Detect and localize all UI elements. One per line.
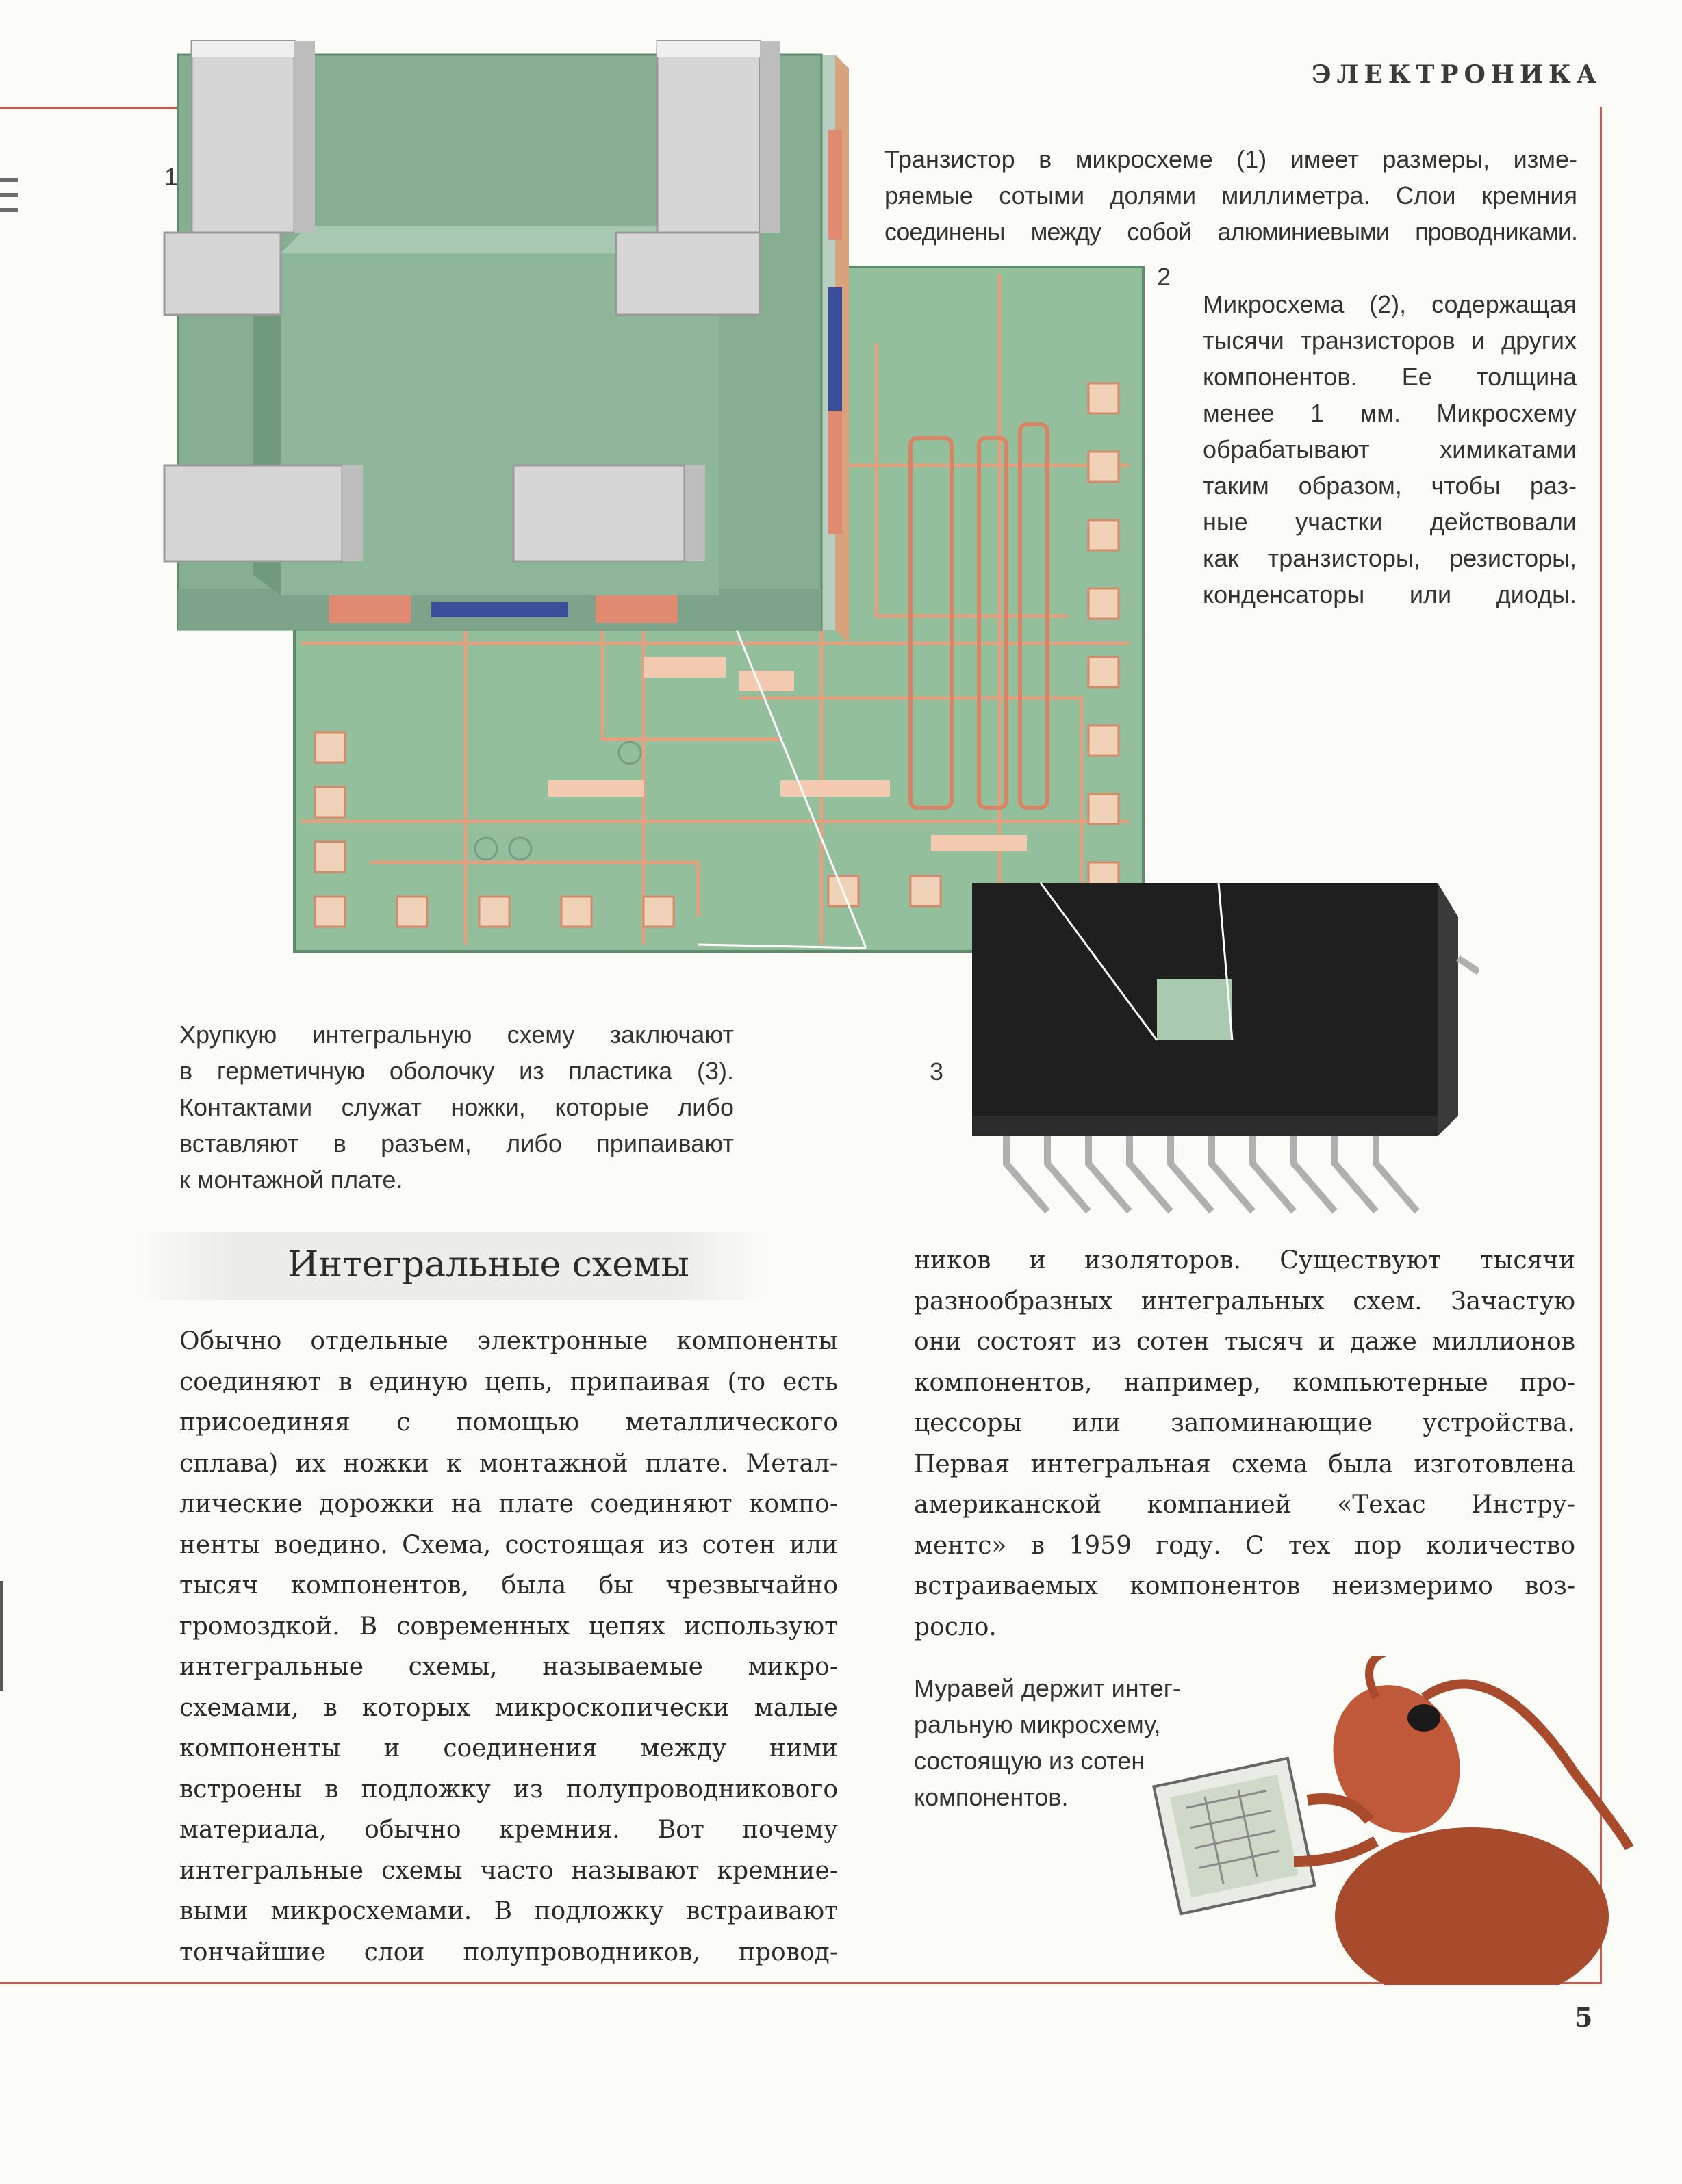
- caption-line: ряемые сотыми долями миллиметра. Слои кремния: [884, 181, 1577, 209]
- caption-line: в герметичную оболочку из пластика (3).: [179, 1057, 734, 1085]
- body-line: тончайшие слои полупроводников, провод-: [179, 1938, 838, 1966]
- body-line: они состоят из сотен тысяч и даже миллионов: [914, 1328, 1575, 1356]
- body-line: сплава) их ножки к монтажной плате. Метал-: [179, 1449, 838, 1478]
- packaged-chip-illustration: [958, 869, 1479, 1225]
- caption-line: ные участки действовали: [1203, 508, 1577, 536]
- body-line: компоненты и соединения между ними: [179, 1734, 838, 1762]
- body-line: разнообразных интегральных схем. Зачастую: [914, 1287, 1575, 1315]
- body-line: Обычно отдельные электронные компоненты: [179, 1327, 838, 1355]
- caption-ant: [914, 1670, 1229, 1815]
- body-line: присоединяя с помощью металлического: [179, 1409, 838, 1437]
- body-line: выми микросхемами. В подложку встраивают: [179, 1897, 838, 1925]
- caption-line: Хрупкую интегральную схему заключают: [179, 1020, 734, 1049]
- caption-line: Муравей держит интег-: [914, 1674, 1181, 1702]
- caption-line: Транзистор в микросхеме (1) имеет размеры, изме-: [884, 145, 1577, 173]
- body-line: ментс» в 1959 году. С тех пор количество: [914, 1531, 1575, 1560]
- caption-line: компонентов. Ее толщина: [1203, 363, 1577, 391]
- body-line: соединяют в единую цепь, припаивая (то есть: [179, 1367, 838, 1396]
- caption-line: соединены между собой алюминиевыми проводниками.: [884, 218, 1577, 246]
- caption-line: состоящую из сотен: [914, 1747, 1145, 1775]
- caption-line: обрабатывают химикатами: [1203, 435, 1577, 463]
- body-line: интегральные схемы, называемые микро-: [179, 1653, 838, 1681]
- body-line: встраиваемых компонентов неизмеримо воз-: [914, 1572, 1575, 1600]
- caption-line: как транзисторы, резисторы,: [1203, 544, 1577, 572]
- body-line: интегральные схемы часто называют кремние-: [179, 1856, 838, 1885]
- body-column-left: [179, 1321, 838, 1973]
- figure-label-3: 3: [930, 1057, 944, 1085]
- body-line: компонентов, например, компьютерные про-: [914, 1368, 1575, 1397]
- body-line: материала, обычно кремния. Вот почему: [179, 1816, 838, 1844]
- caption-transistor: [884, 141, 1577, 250]
- caption-line: Микросхема (2), содержащая: [1203, 290, 1577, 318]
- body-line: Первая интегральная схема была изготовлена: [914, 1450, 1575, 1478]
- caption-line: Контактами служат ножки, которые либо: [179, 1093, 734, 1121]
- body-line: ненты воедино. Схема, состоящая из сотен или: [179, 1530, 838, 1559]
- caption-line: таким образом, чтобы раз-: [1203, 472, 1577, 500]
- caption-line: вставляют в разъем, либо припаивают: [179, 1129, 734, 1157]
- figure-label-1: 1: [164, 163, 179, 191]
- body-line: лические дорожки на плате соединяют компо-: [179, 1490, 838, 1518]
- caption-package: [179, 1016, 734, 1198]
- caption-line: к монтажной плате.: [179, 1166, 403, 1194]
- figure-label-2: 2: [1157, 263, 1171, 291]
- body-line: росло.: [914, 1613, 997, 1641]
- caption-microchip: [1203, 286, 1577, 613]
- body-line: тысяч компонентов, была бы чрезвычайно: [179, 1571, 838, 1600]
- body-line: ников и изоляторов. Существуют тысячи: [914, 1246, 1575, 1274]
- caption-line: компонентов.: [914, 1783, 1069, 1811]
- body-line: встроены в подложку из полупроводникового: [179, 1775, 838, 1803]
- body-line: цессоры или запоминающие устройства.: [914, 1409, 1575, 1437]
- body-column-right: [914, 1240, 1575, 1647]
- section-heading-bar: [137, 1232, 767, 1300]
- caption-line: ральную микросхему,: [914, 1710, 1161, 1738]
- caption-line: тысячи транзисторов и других: [1203, 326, 1577, 355]
- body-line: американской компанией «Техас Инстру-: [914, 1491, 1575, 1519]
- page-number: 5: [1575, 2002, 1593, 2033]
- running-head: ЭЛЕКТРОНИКА: [1312, 60, 1602, 89]
- section-title: Интегральные схемы: [288, 1244, 689, 1285]
- caption-line: конденсаторы или диоды.: [1203, 580, 1577, 608]
- body-line: громоздкой. В современных цепях используют: [179, 1612, 838, 1641]
- caption-line: менее 1 мм. Микросхему: [1203, 399, 1577, 427]
- transistor-3d-illustration: [157, 27, 856, 657]
- body-line: схемами, в которых микроскопически малые: [179, 1693, 838, 1722]
